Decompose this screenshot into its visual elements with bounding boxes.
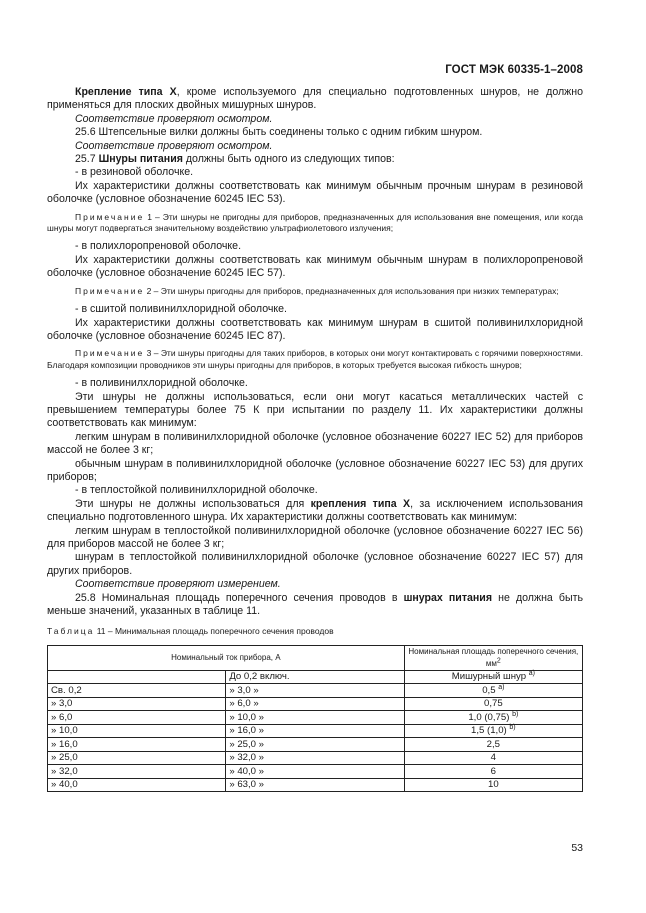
table-row [48,697,583,711]
subheader-text: Мишурный шнур [451,671,527,683]
empty-cell [48,670,226,684]
cell-current-from: Св. 0,2 [48,684,226,698]
cell-current-from: » 32,0 [48,765,226,779]
cell-current-to: » 63,0 » [226,778,404,792]
cell-cross-section [404,711,582,725]
cell-current-to: » 40,0 » [226,765,404,779]
cell-current-from: » 6,0 [48,711,226,725]
note-text: 1 – Эти шнуры не пригодны для приборов, предназначенных для использования вне помещения, или когда шнуры могут подвергаться значительному воздействию ультрафиолетового излучения; [47,211,583,234]
note-label: Примечание [75,285,145,296]
bold-term: Крепление типа Х [75,86,177,98]
cell-current-from: » 10,0 [48,724,226,738]
cell-current-from: » 40,0 [48,778,226,792]
cell-cross-section [404,778,582,792]
cell-cross-section [404,724,582,738]
text: 25.8 Номинальная площадь поперечного сечения проводов в [75,591,404,604]
cell-current-from: » 25,0 [48,751,226,765]
paragraph-25-7 [47,153,583,166]
note-label: Примечание [75,348,145,359]
text: , кроме используемого для специально подготовленных шнуров, не должно применяться для плоских двойных мишурных шнуров. [47,86,583,112]
text: 25.7 [75,153,99,166]
table-row [48,711,583,725]
page-content [47,86,583,792]
note-3 [47,348,583,371]
paragraph-heat-pvc-light: легким шнурам в теплостойкой поливинилхлоридной оболочке (условное обозначение 60227 IEC 56) для приборов массой не более 3 кг; [47,524,583,550]
page-number: 53 [571,842,583,854]
text: не должна быть меньше значений, указанных в таблице 11. [47,591,583,618]
cell-current-to: » 16,0 » [226,724,404,738]
document-header: ГОСТ МЭК 60335-1–2008 [445,64,583,76]
cell-current-from: » 3,0 [48,697,226,711]
note-2 [47,286,583,297]
cell-current-to: » 25,0 » [226,738,404,752]
table-row [48,738,583,752]
table-caption [47,625,583,638]
cell-value: 0,75 [483,698,503,710]
list-item-pvc: - в поливинилхлоридной оболочке. [75,377,248,390]
cell-current-from: » 16,0 [48,738,226,752]
cell-current-to: » 32,0 » [226,751,404,765]
note-label: Примечание [75,211,145,222]
paragraph-type-x [47,86,583,113]
cell-cross-section [404,697,582,711]
bold-term: шнурах питания [403,591,492,604]
cell-cross-section [404,738,582,752]
paragraph-check-measure [47,578,583,591]
header-rated-current: Номинальный ток прибора, А [48,645,405,670]
note-1 [47,212,583,235]
cell-current-to: » 6,0 » [226,697,404,711]
text: должны быть одного из следующих типов: [182,153,395,166]
header-cross-section [404,645,582,670]
italic-text: Соответствие проверяют осмотром. [75,139,273,152]
caption-text: 11 – Минимальная площадь поперечного сечения проводов [94,626,334,637]
paragraph-pvc-light: легким шнурам в поливинилхлоридной оболочке (условное обозначение 60227 IEC 52) для приборов массой не более 3 кг; [47,430,583,457]
header-text: Номинальная площадь поперечного сечения, мм [408,646,579,668]
bold-term: Шнуры питания [98,153,183,166]
list-item-polychloroprene: - в полихлоропреновой оболочке. [75,240,242,253]
paragraph-crosslinked-pvc-specs: Их характеристики должны соответствовать как минимум шнурам в сшитой поливинилхлоридной оболочке (условное обозначение 60245 IEC 87). [47,316,583,342]
list-item-crosslinked-pvc: - в сшитой поливинилхлоридной оболочке. [75,303,287,316]
table-row [48,751,583,765]
caption-label: Таблица [47,626,95,637]
superscript: b) [509,723,516,731]
paragraph-check [47,140,583,153]
list-item-rubber: - в резиновой оболочке. [75,166,194,179]
table-subheader-row [48,670,583,684]
cell-value: 6 [490,765,496,777]
paragraph-heat-pvc-other: шнурам в теплостойкой поливинилхлоридной оболочке (условное обозначение 60227 IEC 57) для других приборов. [47,551,583,577]
paragraph-rubber-specs: Их характеристики должны соответствовать как минимум обычным прочным шнурам в резиновой оболочке (условное обозначение 60245 IEC 53). [47,179,583,206]
cell-current-to: » 10,0 » [226,711,404,725]
text: , за исключением использования специально подготовленного шнура. Их характеристики должны соответствовать как минимум: [47,497,583,524]
table-row [48,778,583,792]
paragraph-heat-pvc-usage [47,498,583,525]
cell-value: 2,5 [486,738,500,750]
subheader-tinsel-cord [404,670,582,684]
superscript: а) [528,669,535,677]
italic-text: Соответствие проверяют измерением. [75,578,281,591]
bold-term: крепления типа Х [310,497,411,510]
paragraph-check [47,113,583,126]
superscript: а) [498,683,505,691]
cell-value: 1,5 (1,0) [471,725,507,737]
paragraph-pvc-ordinary: обычным шнурам в поливинилхлоридной оболочке (условное обозначение 60227 IEC 53) для других приборов; [47,457,583,483]
cell-current-to: » 3,0 » [226,684,404,698]
paragraph-pvc-usage: Эти шнуры не должны использоваться, если они могут касаться металлических частей с превышением температуры более 75 К при испытании по разделу 11. Их характеристики должны соответствовать как минимум: [47,390,583,430]
cell-cross-section [404,751,582,765]
cell-cross-section [404,765,582,779]
note-text: 3 – Эти шнуры пригодны для таких приборов, в которых они могут контактировать с горячими поверхностями. Благодаря композиции проводников эти шнуры пригодны для приборов, в которых требуется высокая гибкость шнуров; [47,348,583,370]
cell-value: 10 [487,779,499,791]
cord-cross-section-table [47,645,583,793]
table-header-row [48,645,583,670]
list-item-heat-pvc: - в теплостойкой поливинилхлоридной оболочке. [75,484,318,497]
text: Эти шнуры не должны использоваться для [75,497,311,510]
table-row [48,684,583,698]
paragraph-25-8 [47,592,583,619]
superscript: b) [512,710,519,718]
note-text: 2 – Эти шнуры пригодны для приборов, предназначенных для использования при низких температурах; [144,285,559,296]
cell-value: 1,0 (0,75) [468,711,510,723]
subheader-upto: До 0,2 включ. [226,670,404,684]
paragraph-25-6: 25.6 Штепсельные вилки должны быть соединены только с одним гибким шнуром. [75,126,483,139]
table-row [48,765,583,779]
superscript: 2 [496,657,501,665]
cell-value: 0,5 [482,684,496,696]
table-row [48,724,583,738]
cell-value: 4 [490,752,496,764]
paragraph-polychloroprene-specs: Их характеристики должны соответствовать как минимум обычным шнурам в полихлоропреновой оболочке (условное обозначение 60245 IEC 57). [47,253,583,280]
italic-text: Соответствие проверяют осмотром. [75,112,273,125]
cell-cross-section [404,684,582,698]
